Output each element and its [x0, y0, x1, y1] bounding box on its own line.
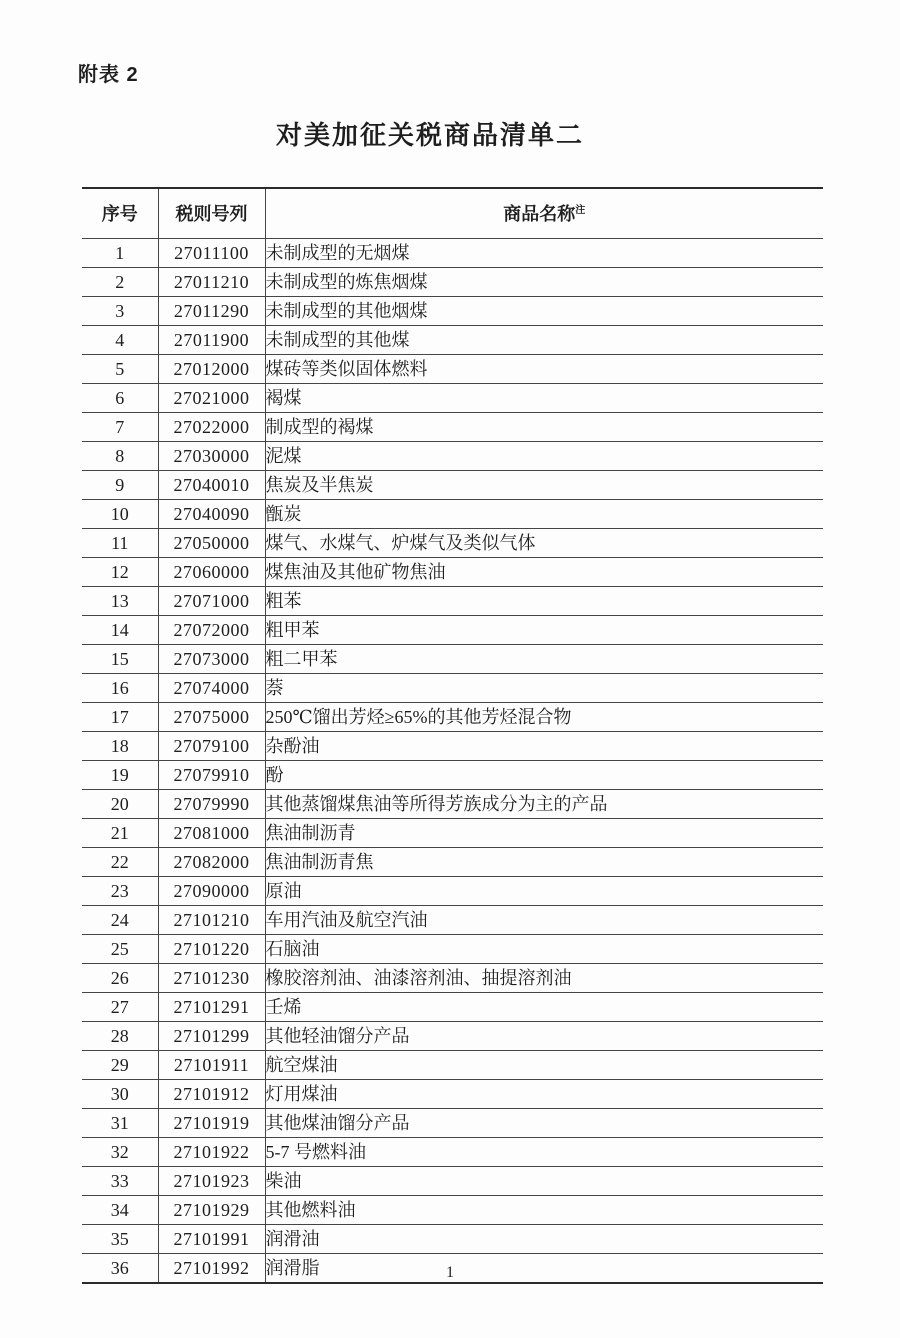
row-name-cell: 粗苯: [265, 586, 823, 615]
row-code-cell: 27079990: [158, 789, 265, 818]
table-row: [82, 383, 823, 412]
row-code-cell: 27072000: [158, 615, 265, 644]
table-row: [82, 760, 823, 789]
row-index-cell: 27: [82, 992, 158, 1021]
row-index-cell: 15: [82, 644, 158, 673]
row-index-cell: 7: [82, 412, 158, 441]
table-row: [82, 731, 823, 760]
table-row: [82, 1108, 823, 1137]
row-index-cell: 6: [82, 383, 158, 412]
row-index-cell: 16: [82, 673, 158, 702]
row-name-cell: 石脑油: [265, 934, 823, 963]
row-code-cell: 27074000: [158, 673, 265, 702]
table-header-row: [82, 188, 823, 238]
row-name-cell: 航空煤油: [265, 1050, 823, 1079]
row-code-cell: 27101991: [158, 1224, 265, 1253]
row-code-cell: 27060000: [158, 557, 265, 586]
row-index-cell: 9: [82, 470, 158, 499]
table-row: [82, 789, 823, 818]
row-name-cell: 灯用煤油: [265, 1079, 823, 1108]
table-row: [82, 354, 823, 383]
table-row: [82, 528, 823, 557]
row-index-cell: 13: [82, 586, 158, 615]
row-name-cell: 原油: [265, 876, 823, 905]
row-code-cell: 27101291: [158, 992, 265, 1021]
row-name-cell: 壬烯: [265, 992, 823, 1021]
table-row: [82, 325, 823, 354]
row-code-cell: 27073000: [158, 644, 265, 673]
table-row: [82, 847, 823, 876]
column-header-code: 税则号列: [158, 188, 265, 238]
table-row: [82, 267, 823, 296]
row-name-cell: 其他煤油馏分产品: [265, 1108, 823, 1137]
row-code-cell: 27011210: [158, 267, 265, 296]
row-name-cell: 制成型的褐煤: [265, 412, 823, 441]
table-row: [82, 818, 823, 847]
row-code-cell: 27101911: [158, 1050, 265, 1079]
row-code-cell: 27101922: [158, 1137, 265, 1166]
row-name-cell: 250℃馏出芳烃≥65%的其他芳烃混合物: [265, 702, 823, 731]
row-index-cell: 12: [82, 557, 158, 586]
table-row: [82, 702, 823, 731]
row-code-cell: 27082000: [158, 847, 265, 876]
row-index-cell: 21: [82, 818, 158, 847]
row-index-cell: 28: [82, 1021, 158, 1050]
row-name-cell: 甑炭: [265, 499, 823, 528]
row-index-cell: 33: [82, 1166, 158, 1195]
row-name-cell: 粗甲苯: [265, 615, 823, 644]
row-code-cell: 27101992: [158, 1253, 265, 1283]
row-code-cell: 27101919: [158, 1108, 265, 1137]
row-index-cell: 32: [82, 1137, 158, 1166]
table-row: [82, 1137, 823, 1166]
row-index-cell: 10: [82, 499, 158, 528]
row-index-cell: 11: [82, 528, 158, 557]
row-name-cell: 其他燃料油: [265, 1195, 823, 1224]
table-row: [82, 644, 823, 673]
column-header-name-text: 商品名称: [503, 204, 576, 225]
table-row: [82, 615, 823, 644]
row-index-cell: 19: [82, 760, 158, 789]
row-index-cell: 20: [82, 789, 158, 818]
row-name-cell: 褐煤: [265, 383, 823, 412]
row-name-cell: 柴油: [265, 1166, 823, 1195]
row-index-cell: 29: [82, 1050, 158, 1079]
column-header-name: [265, 188, 823, 238]
row-index-cell: 2: [82, 267, 158, 296]
annex-label: 附表 2: [78, 64, 139, 86]
row-name-cell: 未制成型的其他烟煤: [265, 296, 823, 325]
row-name-cell: 5-7 号燃料油: [265, 1137, 823, 1166]
row-name-cell: 萘: [265, 673, 823, 702]
row-index-cell: 4: [82, 325, 158, 354]
row-code-cell: 27050000: [158, 528, 265, 557]
row-code-cell: 27101210: [158, 905, 265, 934]
row-code-cell: 27079100: [158, 731, 265, 760]
row-index-cell: 1: [82, 238, 158, 267]
row-index-cell: 14: [82, 615, 158, 644]
row-index-cell: 30: [82, 1079, 158, 1108]
row-code-cell: 27021000: [158, 383, 265, 412]
table-row: [82, 992, 823, 1021]
row-name-cell: 泥煤: [265, 441, 823, 470]
row-index-cell: 23: [82, 876, 158, 905]
row-name-cell: 煤焦油及其他矿物焦油: [265, 557, 823, 586]
row-name-cell: 其他蒸馏煤焦油等所得芳族成分为主的产品: [265, 789, 823, 818]
table-row: [82, 586, 823, 615]
table-row: [82, 1224, 823, 1253]
column-header-name-note: 注: [575, 205, 586, 217]
table-row: [82, 1050, 823, 1079]
table-row: [82, 557, 823, 586]
row-index-cell: 36: [82, 1253, 158, 1283]
column-header-index: 序号: [82, 188, 158, 238]
row-name-cell: 未制成型的炼焦烟煤: [265, 267, 823, 296]
row-code-cell: 27075000: [158, 702, 265, 731]
row-index-cell: 25: [82, 934, 158, 963]
row-index-cell: 26: [82, 963, 158, 992]
table-row: [82, 441, 823, 470]
table-row: [82, 470, 823, 499]
row-name-cell: 未制成型的其他煤: [265, 325, 823, 354]
table-row: [82, 905, 823, 934]
row-name-cell: 其他轻油馏分产品: [265, 1021, 823, 1050]
row-name-cell: 焦油制沥青焦: [265, 847, 823, 876]
table-row: [82, 1079, 823, 1108]
row-index-cell: 24: [82, 905, 158, 934]
table-row: [82, 412, 823, 441]
row-name-cell: 焦炭及半焦炭: [265, 470, 823, 499]
row-code-cell: 27081000: [158, 818, 265, 847]
row-index-cell: 3: [82, 296, 158, 325]
row-index-cell: 22: [82, 847, 158, 876]
row-index-cell: 35: [82, 1224, 158, 1253]
page-number: 1: [446, 1264, 454, 1281]
row-code-cell: 27101912: [158, 1079, 265, 1108]
row-index-cell: 31: [82, 1108, 158, 1137]
row-name-cell: 未制成型的无烟煤: [265, 238, 823, 267]
row-name-cell: 车用汽油及航空汽油: [265, 905, 823, 934]
row-name-cell: 粗二甲苯: [265, 644, 823, 673]
row-index-cell: 5: [82, 354, 158, 383]
row-code-cell: 27011100: [158, 238, 265, 267]
tariff-table: [82, 187, 823, 1284]
row-code-cell: 27101220: [158, 934, 265, 963]
row-name-cell: 焦油制沥青: [265, 818, 823, 847]
table-row: [82, 1166, 823, 1195]
row-code-cell: 27101923: [158, 1166, 265, 1195]
row-code-cell: 27012000: [158, 354, 265, 383]
row-index-cell: 17: [82, 702, 158, 731]
row-code-cell: 27030000: [158, 441, 265, 470]
row-name-cell: 煤砖等类似固体燃料: [265, 354, 823, 383]
row-name-cell: 煤气、水煤气、炉煤气及类似气体: [265, 528, 823, 557]
row-code-cell: 27011290: [158, 296, 265, 325]
row-code-cell: 27022000: [158, 412, 265, 441]
row-code-cell: 27101299: [158, 1021, 265, 1050]
row-code-cell: 27090000: [158, 876, 265, 905]
row-code-cell: 27040090: [158, 499, 265, 528]
table-row: [82, 1195, 823, 1224]
table-body: [82, 238, 823, 1283]
row-name-cell: 杂酚油: [265, 731, 823, 760]
table-row: [82, 238, 823, 267]
page-title: 对美加征关税商品清单二: [275, 120, 584, 150]
row-code-cell: 27079910: [158, 760, 265, 789]
table-row: [82, 296, 823, 325]
table-row: [82, 673, 823, 702]
row-code-cell: 27011900: [158, 325, 265, 354]
table-row: [82, 934, 823, 963]
row-name-cell: 润滑脂: [265, 1253, 823, 1283]
table-row: [82, 876, 823, 905]
row-code-cell: 27040010: [158, 470, 265, 499]
row-name-cell: 酚: [265, 760, 823, 789]
row-code-cell: 27101929: [158, 1195, 265, 1224]
table-row: [82, 1021, 823, 1050]
row-name-cell: 橡胶溶剂油、油漆溶剂油、抽提溶剂油: [265, 963, 823, 992]
table-row: [82, 963, 823, 992]
row-index-cell: 34: [82, 1195, 158, 1224]
row-name-cell: 润滑油: [265, 1224, 823, 1253]
row-index-cell: 8: [82, 441, 158, 470]
row-index-cell: 18: [82, 731, 158, 760]
table-row: [82, 499, 823, 528]
row-code-cell: 27101230: [158, 963, 265, 992]
row-code-cell: 27071000: [158, 586, 265, 615]
